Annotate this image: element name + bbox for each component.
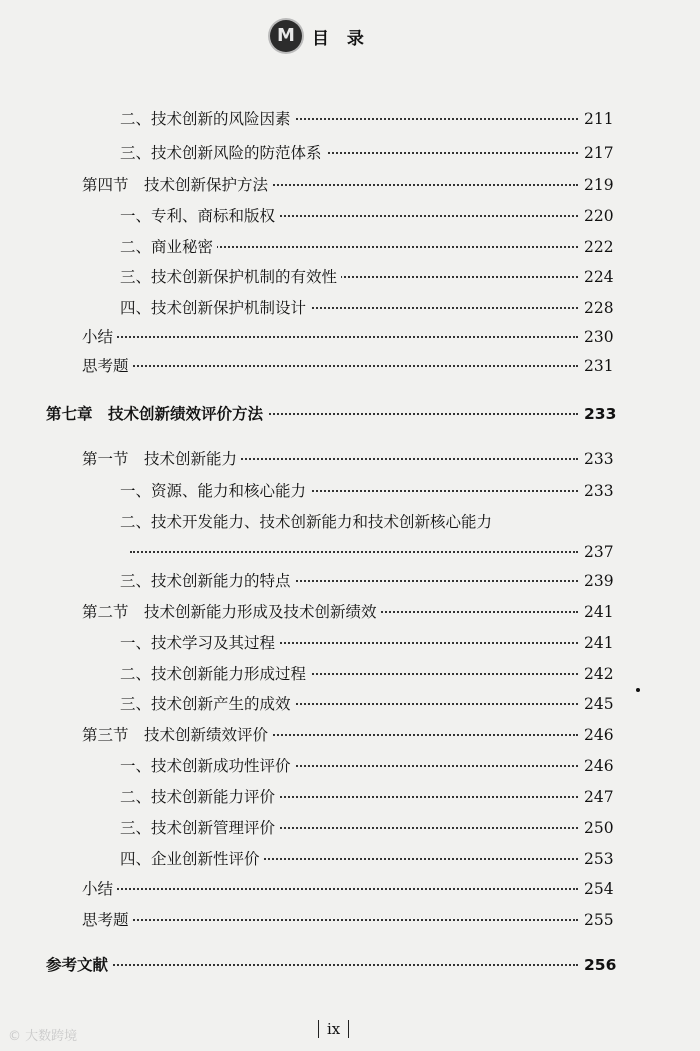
toc-entry — [0, 954, 700, 976]
toc-entry-page: 228 — [584, 299, 614, 317]
toc-entry — [0, 878, 700, 900]
toc-entry-page: 233 — [584, 450, 614, 468]
toc-entry-label: 小结 — [82, 326, 117, 348]
toc-entry-label: 三、技术创新管理评价 — [120, 817, 279, 839]
toc-entry-label: 四、企业创新性评价 — [120, 848, 264, 870]
toc-entry-label: 一、技术学习及其过程 — [120, 632, 279, 654]
toc-entry-page: 254 — [584, 880, 614, 898]
toc-entry-page: 224 — [584, 268, 614, 286]
toc-entry — [0, 326, 700, 348]
toc-entry — [0, 663, 700, 685]
toc-entry-page: 241 — [584, 603, 614, 621]
toc-entry-label: 思考题 — [82, 909, 133, 931]
toc-entry — [0, 108, 700, 130]
toc-entry-label: 二、技术开发能力、技术创新能力和技术创新核心能力 — [120, 513, 493, 531]
publisher-logo-icon: M — [270, 20, 302, 52]
toc-entry-page: 241 — [584, 634, 614, 652]
toc-entry — [0, 448, 700, 470]
toc-entry-label: 一、专利、商标和版权 — [120, 205, 279, 227]
toc-entry — [0, 266, 700, 288]
toc-entry-page: 242 — [584, 665, 614, 683]
toc-entry — [0, 480, 700, 502]
page-footer — [310, 1019, 357, 1038]
toc-entry — [0, 297, 700, 319]
toc-entry-page: 233 — [584, 405, 617, 423]
toc-leader-dots — [66, 964, 578, 966]
toc-entry-label: 三、技术创新风险的防范体系 — [120, 142, 326, 164]
toc-leader-dots — [130, 551, 578, 553]
toc-entry — [0, 541, 700, 563]
toc-entry — [0, 236, 700, 258]
toc-entry-page: 230 — [584, 328, 614, 346]
toc-entry — [0, 142, 700, 164]
toc-entry — [0, 403, 700, 425]
toc-entry-label: 思考题 — [82, 355, 133, 377]
toc-entry-page: 253 — [584, 850, 614, 868]
toc-entry-label: 第三节 技术创新绩效评价 — [82, 724, 272, 746]
page-header — [0, 20, 700, 54]
toc-entry-page: 250 — [584, 819, 614, 837]
toc-entry-label: 第七章 技术创新绩效评价方法 — [46, 403, 267, 425]
toc-entry — [0, 174, 700, 196]
toc-entry-page: 246 — [584, 726, 614, 744]
toc-entry-label: 第四节 技术创新保护方法 — [82, 174, 272, 196]
toc-entry-label: 三、技术创新能力的特点 — [120, 570, 295, 592]
toc-entry-page: 217 — [584, 144, 614, 162]
toc-entry — [0, 601, 700, 623]
toc-entry — [0, 205, 700, 227]
toc-entry-label: 三、技术创新产生的成效 — [120, 693, 295, 715]
toc-entry-label: 四、技术创新保护机制设计 — [120, 297, 310, 319]
toc-entry-page: 246 — [584, 757, 614, 775]
toc-entry — [0, 755, 700, 777]
toc-entry — [0, 511, 700, 533]
toc-entry-label: 二、技术创新能力评价 — [120, 786, 279, 808]
footer-divider-right — [348, 1020, 349, 1038]
toc-entry — [0, 786, 700, 808]
toc-entry-page: 222 — [584, 238, 614, 256]
toc-entry-label: 第二节 技术创新能力形成及技术创新绩效 — [82, 601, 381, 623]
toc-leader-dots — [102, 336, 578, 338]
stray-dot — [636, 688, 640, 692]
toc-entry-label: 一、技术创新成功性评价 — [120, 755, 295, 777]
toc-entry-page: 231 — [584, 357, 614, 375]
toc-entry — [0, 724, 700, 746]
toc-entry — [0, 848, 700, 870]
toc-entry-page: 255 — [584, 911, 614, 929]
watermark: © 大数跨境 — [8, 1029, 78, 1044]
toc-entry-page: 237 — [584, 543, 614, 561]
toc-entry — [0, 693, 700, 715]
toc-entry-label: 第一节 技术创新能力 — [82, 448, 241, 470]
toc-entry-label: 一、资源、能力和核心能力 — [120, 480, 310, 502]
toc-entry-page: 239 — [584, 572, 614, 590]
toc-leader-dots — [102, 888, 578, 890]
toc-entry-page: 219 — [584, 176, 614, 194]
page-number: ix — [327, 1020, 341, 1038]
header-title: 目 录 — [312, 29, 370, 49]
toc-leader-dots — [102, 919, 578, 921]
toc-entry-label: 参考文献 — [46, 954, 112, 976]
toc-entry-page: 211 — [584, 110, 614, 128]
toc-entry-label: 三、技术创新保护机制的有效性 — [120, 266, 341, 288]
toc-entry — [0, 355, 700, 377]
toc-entry-label: 二、技术创新能力形成过程 — [120, 663, 310, 685]
toc-entry-page: 220 — [584, 207, 614, 225]
footer-divider-left — [318, 1020, 319, 1038]
toc-leader-dots — [102, 365, 578, 367]
toc-entry-page: 245 — [584, 695, 614, 713]
toc-entry-label: 小结 — [82, 878, 117, 900]
toc-entry — [0, 632, 700, 654]
toc-entry-page: 256 — [584, 956, 617, 974]
toc-entry-label: 二、商业秘密 — [120, 236, 217, 258]
toc-entry — [0, 570, 700, 592]
toc-entry-page: 233 — [584, 482, 614, 500]
toc-entry-label: 二、技术创新的风险因素 — [120, 108, 295, 130]
toc-entry — [0, 817, 700, 839]
toc-entry — [0, 909, 700, 931]
toc-entry-page: 247 — [584, 788, 614, 806]
